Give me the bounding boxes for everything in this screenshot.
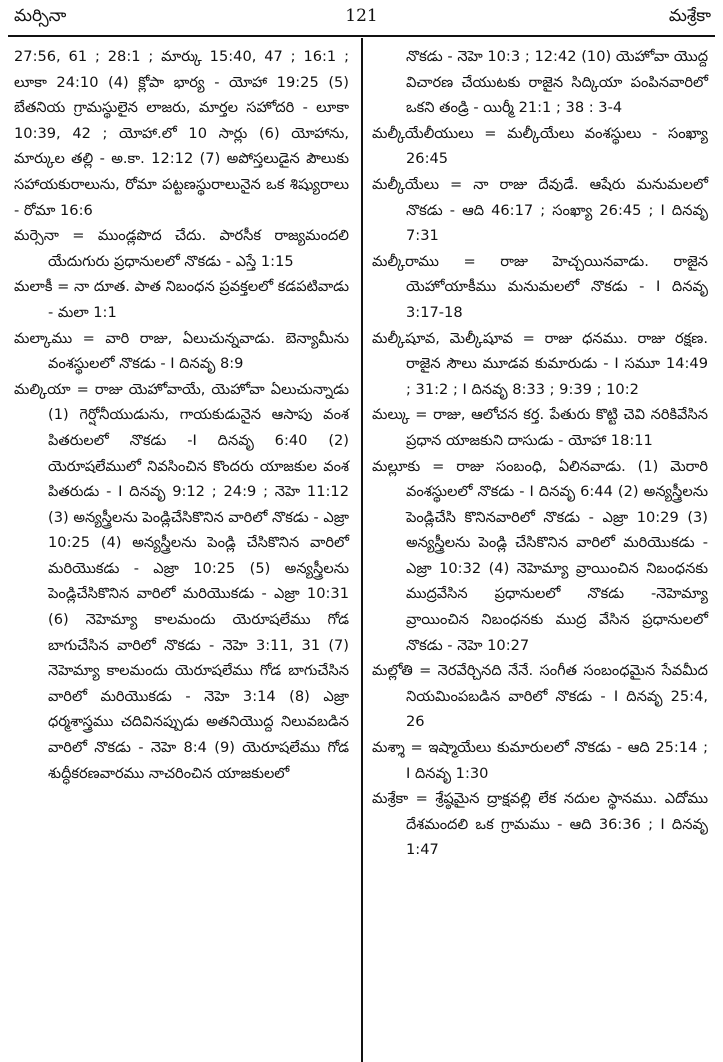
entry: మల్కియా = రాజు యెహోవాయే, యెహోవా ఏలుచున్నాడు (1) గెర్షోనీయుడును, గాయకుడునైన ఆసాపు వంశ పితరులలో నొకడు -I దినవృ 6:40 (2) యెరూషలేములో నివసించిన కొందరు యాజకుల వంశ పితరుడు - I దినవృ 9:12 ; 24:9 ; నెహె 11:12 (3) అన్యస్త్రీలను పెండ్లిచేసికొనిన వారిలో నొకడు - ఎజ్రా 10:25 (4) అన్యస్త్రీలను పెండ్లి చేసికొనిన వారిలో మరియొకడు - ఎజ్రా 10:25 (5) అన్యస్త్రీలను పెండ్లిచేసికొనిన వారిలో మరియొకడు - ఎజ్రా 10:31 (6) నెహెమ్యా కాలమందు యెరూషలేము గోడ బాగుచేసిన వారిలో నొకడు - నెహె 3:11, 31 (7) నెహెమ్యా కాలమందు యెరూషలేము గోడ బాగుచేసిన వారిలో మరియొకడు - నెహె 3:14 (8) ఎజ్రా ధర్మశాస్త్రము చదివినప్పుడు అతనియొద్ద నిలువబడిన వారిలో నొకడు - నెహె 8:4 (9) యెరూషలేము గోడ శుద్ధీకరణవారము నాచరించిన యాజకులలో [14,380,349,782]
entry: మలాకీ = నా దూత. పాత నిబంధన ప్రవక్తలలో కడపటివాడు - మలా 1:1 [14,278,349,321]
entry: మల్లోతి = నెరవేర్చినది నేనే. సంగీత సంబంధమైన సేవమీద నియమింపబడిన వారిలో నొకడు - I దినవృ 25:4, 26 [372,662,708,731]
entry-continuation: 27:56, 61 ; 28:1 ; మార్కు 15:40, 47 ; 16:1 ; లూకా 24:10 (4) క్లోపా భార్య - యోహా 19:25 (5) బేతనియ గ్రామస్థులైన లాజరు, మార్తల సహోదరి - లూకా 10:39, 42 ; యోహా.లో 10 సార్లు (6) యోహాను, మార్కుల తల్లి - అ.కా. 12:12 (7) అపోస్తలుడైన పౌలుకు సహాయకురాలును, రోమా పట్టణస్థురాలునైన ఒక శిష్యురాలు - రోమా 16:6 [14,48,349,219]
header-rule [8,35,715,37]
entry-continuation: నొకడు - నెహె 10:3 ; 12:42 (10) యెహోవా యొద్ద విచారణ చేయుటకు రాజైన సిద్కియా పంపినవారిలో ఒకని తండ్రి - యిర్మీ 21:1 ; 38 : 3-4 [406,48,708,117]
column-divider [361,38,363,1062]
entry: మల్లూకు = రాజు సంబంధి, ఏలినవాడు. (1) మెరారి వంశస్థులలో నొకడు - I దినవృ 6:44 (2) అన్యస్త్రీలను పెండ్లిచేసి కొనినవారిలో నొకడు - ఎజ్రా 10:29 (3) అన్యస్త్రీలను పెండ్లి చేసికొనిన వారిలో మరియొకడు - ఎజ్రా 10:32 (4) నెహెమ్యా వ్రాయించిన నిబంధనకు ముద్రవేసిన ప్రధానులలో నొకడు -నెహెమ్యా వ్రాయించిన నిబంధనకు ముద్ర వేసిన ప్రధానులలో నొకడు - నెహె 10:27 [372,457,708,654]
entry: మశ్శా = ఇష్మాయేలు కుమారులలో నొకడు - ఆది 25:14 ; I దినవృ 1:30 [372,739,708,782]
page-header [0,0,723,34]
entry: మర్సెనా = ముండ్లపొద చేదు. పారసీక రాజ్యమందలి యేదుగురు ప్రధానులలో నొకడు - ఎస్తే 1:15 [14,227,349,270]
entry: మల్కాము = వారి రాజు, ఏలుచున్నవాడు. బెన్యామీను వంశస్థులలో నొకడు - I దినవృ 8:9 [14,329,349,373]
entry: మల్కీయేలు = నా రాజు దేవుడే. ఆషేరు మనుమలలో నొకడు - ఆది 46:17 ; సంఖ్యా 26:45 ; I దినవృ 7:31 [372,175,708,245]
entry: మల్కీరాము = రాజు హెచ్చయినవాడు. రాజైన యెహోయాకీము మనుమలలో నొకడు - I దినవృ 3:17-18 [372,252,708,321]
entry: మల్కు = రాజు, ఆలోచన కర్త. పేతురు కొట్టి చెవి నరికివేసిన ప్రధాన యాజకుని దాసుడు - యోహా 18:11 [372,406,708,449]
entry: మల్కీయేలీయులు = మల్కీయేలు వంశస్థులు - సంఖ్యా 26:45 [372,124,708,168]
entry: మశ్రేకా = శ్రేష్ఠమైన ద్రాక్షవల్లి లేక నదుల స్థానము. ఎదోము దేశమందలి ఒక గ్రామము - ఆది 36:36 ; I దినవృ 1:47 [372,790,708,859]
left-column [14,44,349,786]
page-number: 121 [345,6,378,26]
header-last-word: మశ్రేకా [668,6,711,26]
header-first-word: మర్సినా [14,6,67,26]
right-column [372,44,708,863]
entry: మల్కీషూవ, మెల్కీషూవ = రాజు ధనము. రాజు రక్షణ. రాజైన సౌలు మూడవ కుమారుడు - I సమూ 14:49 ; 31:2 ; I దినవృ 8:33 ; 9:39 ; 10:2 [372,329,708,398]
